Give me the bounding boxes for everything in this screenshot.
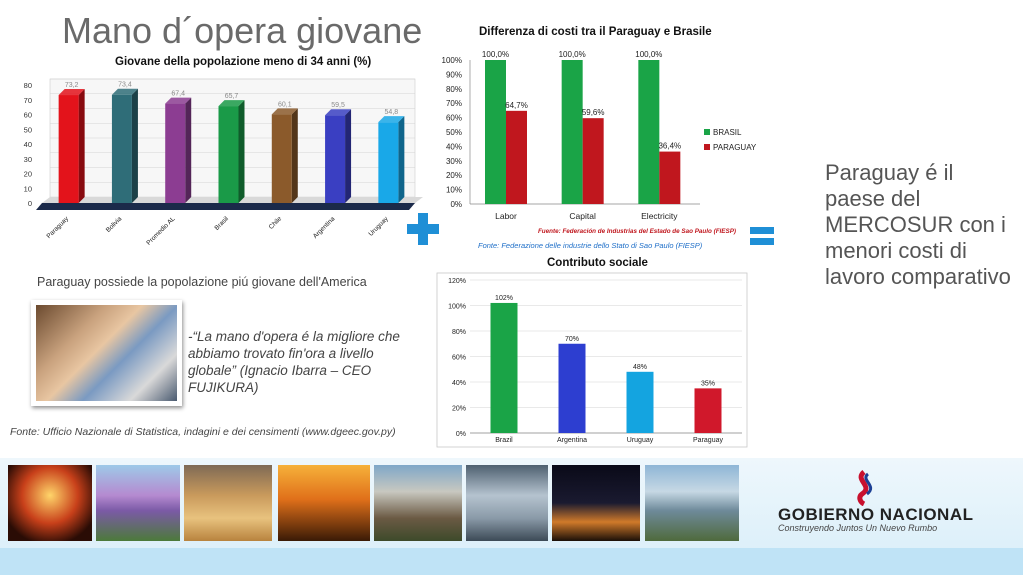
social-contribution-chart [436,272,748,448]
chart3-category-label: Argentina [557,437,587,444]
chart1-bar-side [79,89,85,203]
sunset-palm-photo [278,465,370,541]
chart1-ytick: 0 [27,199,32,208]
harvest-photo [184,465,272,541]
equals-icon [749,226,775,246]
chart2-inner-source: Fuente: Federación de Industrias del Estado de Sao Paulo (FIESP) [537,228,736,235]
chart1-category-label: Bolivia [104,215,124,234]
chart2-value-label: 64,7% [505,100,528,110]
chart1-bar-side [398,116,404,203]
chart1-ytick: 70 [23,95,32,105]
chart1-category-label: Argentina [311,215,337,241]
chart2-ytick: 20% [445,171,462,181]
chart2-category-label: Electricity [641,211,678,221]
chart2-value-label: 100,0% [635,50,663,59]
chart1-ytick: 20 [23,169,32,179]
chart2-ytick: 10% [445,185,462,195]
chart2-value-label: 100,0% [558,50,586,59]
chart2-source: Fonte: Federazione delle industrie dello Stato di Sao Paulo (FIESP) [478,241,703,250]
chart2-ytick: 40% [445,142,462,152]
slide-title: Mano d´opera giovane [62,10,423,51]
chart2-ytick: 30% [445,156,462,166]
chart2-bar-paraguay [659,152,680,204]
chart1-bar [272,114,292,203]
chart1-value-label: 67,4 [171,90,186,98]
chart1-value-label: 65,7 [224,93,239,101]
blossom-tree-photo [96,465,180,541]
youth-caption: Paraguay possiede la popolazione piú giovane dell'America [37,275,367,289]
chart3-category-label: Uruguay [626,437,654,444]
chart1-category-label: Brasil [213,215,230,232]
chart2-ytick: 0% [450,200,462,209]
chart1-ytick: 50 [23,125,32,135]
chart1-bar [59,95,79,203]
chart1-bar [112,95,132,203]
chart3-ytick: 80% [451,329,466,336]
chart1-category-label: Uruguay [367,215,390,238]
chart3-category-label: Brazil [495,437,513,444]
bottom-strip [0,548,1023,575]
chart1-bar [325,115,345,203]
chart1-bar-side [185,98,191,203]
chart1-bar-side [345,109,351,203]
chart2-ytick: 70% [445,99,462,109]
logo-name: GOBIERNO NACIONAL [778,505,974,524]
chart2-bar-paraguay [583,118,604,204]
chart3-value-label: 70% [564,335,580,343]
chart3-ytick: 120% [448,278,466,285]
chart2-category-label: Capital [569,211,596,221]
chart3-bar [695,388,722,433]
gobierno-logo-icon [850,470,878,506]
chart3-ytick: 0% [455,431,466,438]
chart2-legend-label: BRASIL [713,128,742,137]
cattle-herd-photo [374,465,462,541]
chart1-category-label: Promedio AL [145,215,177,247]
chart2-value-label: 36,4% [658,141,682,151]
chart3-ytick: 20% [451,405,466,413]
students-photo [31,300,182,406]
chart2-legend-swatch [704,144,710,150]
chart1-ytick: 40 [23,140,32,149]
fujikura-quote: -“La mano d'opera é la migliore che abbiamo trovato fin'ora a livello globale” (Ignacio Ibarra – CEO FUJIKURA) [188,329,400,395]
chart2-legend-swatch [704,129,710,135]
chart1-bar-side [132,89,138,203]
chart2-title: Differenza di costi tra il Paraguay e Brasile [479,26,712,38]
chart2-ytick: 80% [445,84,462,94]
chart3-ytick: 40% [451,380,466,387]
chart1-bar [165,104,185,203]
chart1-value-label: 60,1 [277,101,292,109]
palace-photo [8,465,92,541]
chart1-bar-side [239,100,245,203]
chart2-ytick: 50% [445,128,462,137]
chart3-ytick: 100% [448,303,466,311]
chart2-bar-brasil [485,60,506,204]
chart2-bar-paraguay [506,111,527,204]
chart1-base [36,203,415,210]
chart3-value-label: 48% [632,363,648,371]
chart3-bar [559,344,586,433]
chart2-legend-label: PARAGUAY [713,143,757,152]
chart2-ytick: 100% [441,56,462,65]
chart1-ytick: 80 [23,81,32,90]
chart1-value-label: 73,4 [118,81,132,89]
cost-difference-chart [432,42,772,238]
chart1-value-label: 54,8 [384,109,399,117]
chart2-ytick: 90% [445,70,462,80]
chart1-ytick: 30 [23,154,32,164]
chart1-bar-side [292,108,298,203]
chart3-value-label: 102% [495,294,513,302]
chart2-bar-brasil [638,60,659,204]
logo-slogan: Construyendo Juntos Un Nuevo Rumbo [778,523,938,533]
chart1-category-label: Paraguay [45,215,71,241]
chart2-value-label: 100,0% [481,50,510,59]
chart1-value-label: 59,5 [331,102,345,110]
river-barge-photo [645,465,739,541]
chart3-title: Contributo sociale [547,257,648,269]
chart1-value-label: 73,2 [64,82,79,90]
mercosur-statement: Paraguay é il paese del MERCOSUR con i menori costi di lavoro comparativo [825,160,1011,289]
chart1-category-label: Chile [267,215,284,231]
chart2-bar-brasil [562,60,583,204]
chart3-bar [627,372,654,433]
chart2-value-label: 59,6% [581,108,605,118]
night-city-photo [552,465,640,541]
chart1-ytick: 60 [23,110,32,120]
chart3-category-label: Paraguay [693,437,723,444]
chart3-bar [491,303,518,433]
youth-population-chart [10,75,430,250]
chart1-bar [378,122,398,203]
chart3-value-label: 35% [700,380,716,388]
chart1-ytick: 10 [23,184,32,194]
chart2-category-label: Labor [495,211,517,221]
chart2-ytick: 60% [445,113,462,123]
chart1-title: Giovane della popolazione meno di 34 anni (%) [115,56,372,68]
factory-floor-photo [466,465,548,541]
chart3-ytick: 60% [451,354,466,362]
chart1-bar [219,106,239,203]
statistics-source: Fonte: Ufficio Nazionale di Statistica, indagini e dei censimenti (www.dgeec.gov.py) [10,426,396,438]
